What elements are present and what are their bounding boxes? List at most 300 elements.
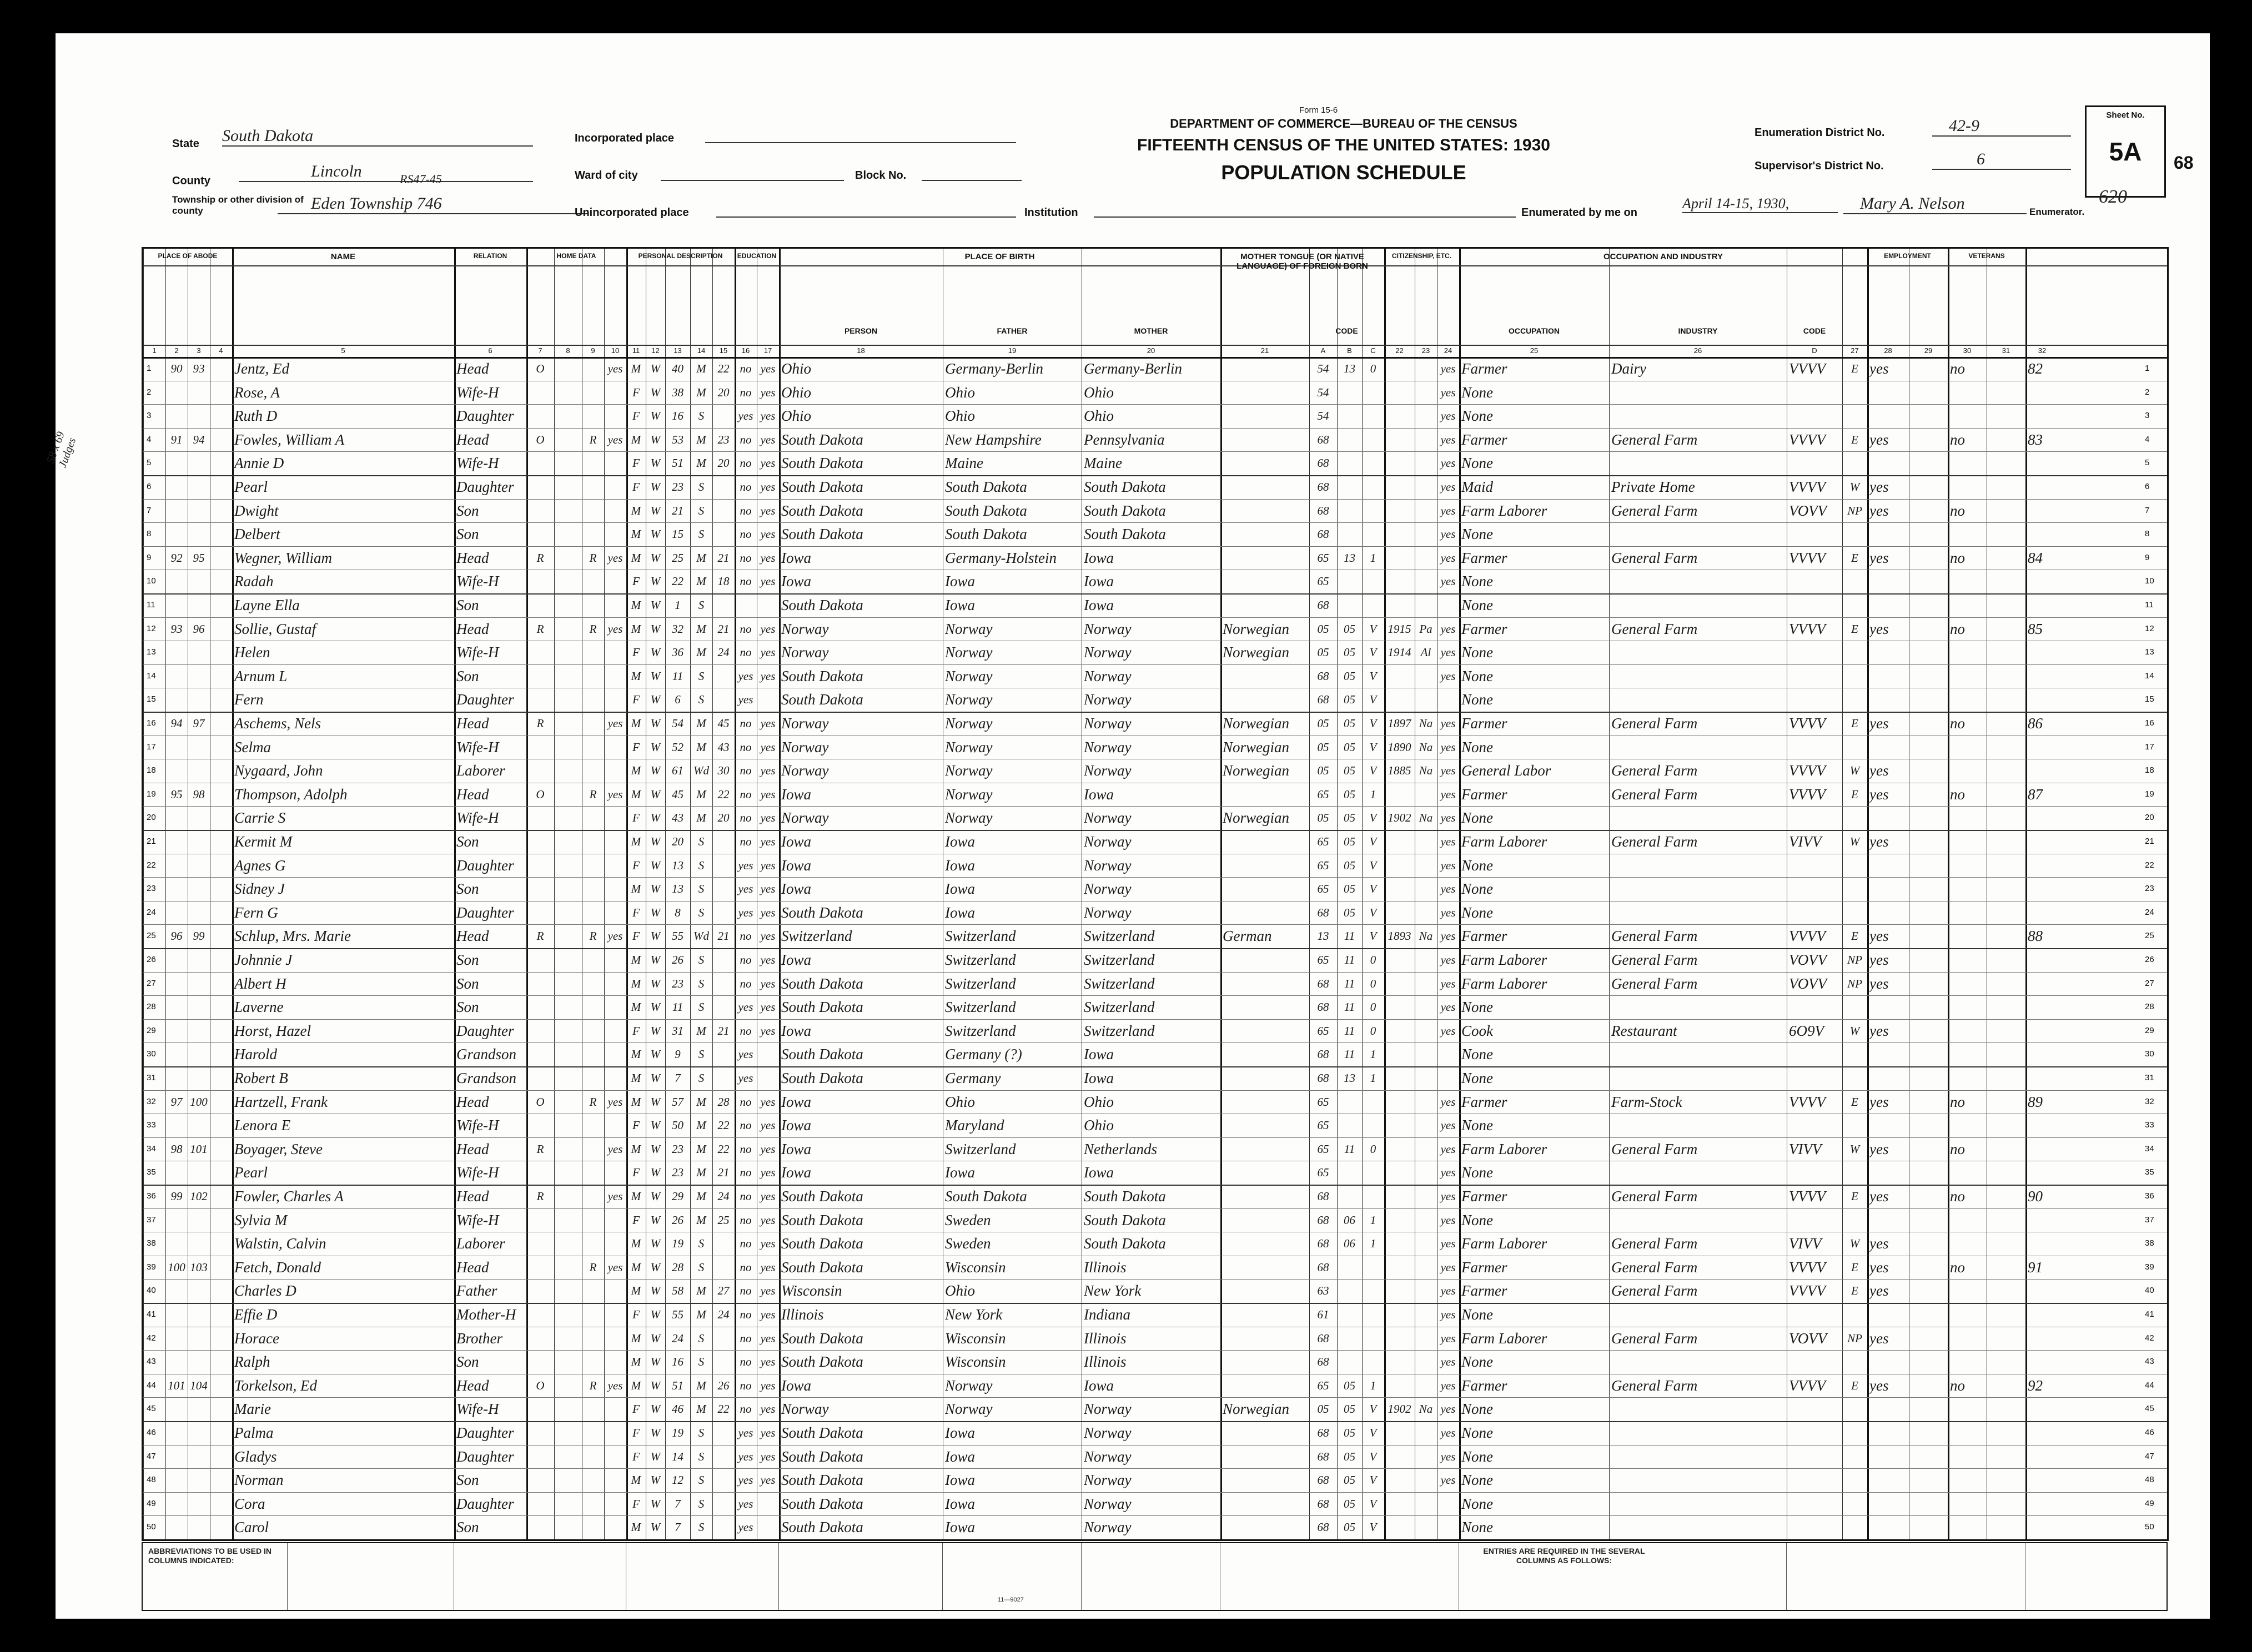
cell-name: Ralph — [234, 1353, 270, 1371]
cell-farm_no — [2028, 1163, 2058, 1182]
cell-tongue — [1223, 1518, 1308, 1537]
cell-ms: S — [698, 527, 705, 541]
cell-fam — [188, 1045, 210, 1064]
cell-agem: 22 — [717, 1119, 730, 1132]
cell-imm — [1384, 1470, 1415, 1489]
cell-radio: R — [589, 551, 597, 565]
cell-own — [526, 998, 554, 1016]
population-grid — [142, 247, 2169, 1541]
cell-mother: Illinois — [1084, 1353, 1127, 1371]
cell-sex: M — [631, 1520, 641, 1534]
cell-ms: S — [698, 503, 705, 517]
cell-line-number-right: 10 — [2145, 576, 2154, 586]
cell-radio — [582, 1447, 604, 1466]
cell-ca: 65 — [1317, 1095, 1329, 1109]
cell-code: VVVV — [1789, 785, 1826, 803]
cell-emp — [1869, 1116, 1908, 1135]
cell-radio — [582, 832, 604, 851]
cell-race: W — [650, 1449, 661, 1463]
cell-race: W — [650, 1378, 661, 1392]
table-row — [143, 1210, 2167, 1231]
cell-own — [526, 903, 554, 922]
cell-dw — [165, 1494, 188, 1513]
cell-vet — [1950, 477, 1985, 496]
cell-own — [526, 1021, 554, 1040]
cell-ind — [1611, 643, 1786, 662]
cell-fam — [188, 1447, 210, 1466]
cell-vet — [1950, 383, 1985, 402]
cell-own — [526, 832, 554, 851]
cell-line-number-right: 1 — [2145, 364, 2150, 373]
cell-sch: no — [740, 456, 752, 470]
cell-agem: 21 — [717, 1166, 730, 1180]
footer-divider — [1081, 1543, 1082, 1610]
cell-code — [1789, 1163, 1841, 1182]
cell-farm — [604, 454, 626, 472]
cell-code: VVVV — [1789, 715, 1826, 732]
cell-agem — [712, 1258, 735, 1277]
cell-line-number-right: 22 — [2145, 860, 2154, 870]
cell-ms: S — [698, 882, 705, 896]
cell-dw: 96 — [170, 929, 183, 943]
cell-own — [526, 596, 554, 615]
cell-line-number-right: 32 — [2145, 1096, 2154, 1106]
cell-line-number-right: 3 — [2145, 411, 2150, 421]
cell-sch: no — [740, 527, 752, 541]
cell-race: W — [650, 1142, 661, 1156]
cell-cw: NP — [1847, 976, 1862, 990]
cell-n: 29 — [147, 1025, 156, 1035]
cell-age: 57 — [672, 1095, 683, 1109]
cell-name: Walstin, Calvin — [234, 1235, 326, 1252]
cell-vet — [1950, 950, 1985, 969]
cell-ind: General Farm — [1611, 620, 1698, 637]
cell-farm_no — [2028, 1470, 2058, 1489]
cell-own: O — [536, 787, 545, 801]
cell-sex: F — [632, 385, 640, 399]
cell-radio — [582, 383, 604, 402]
cell-agem — [712, 974, 735, 993]
cell-fam — [188, 1399, 210, 1418]
cell-tongue — [1223, 1494, 1308, 1513]
cell-ms: S — [698, 1473, 705, 1487]
cell-father: Iowa — [945, 833, 975, 850]
cell-radio — [582, 1423, 604, 1442]
cell-name: Thompson, Adolph — [234, 785, 348, 803]
cell-cw: E — [1851, 1260, 1858, 1274]
cell-dw — [165, 808, 188, 827]
cell-cc: 0 — [1370, 976, 1376, 990]
cell-read: yes — [760, 1190, 776, 1203]
cell-ca: 05 — [1317, 740, 1329, 754]
table-row — [143, 1020, 2167, 1041]
cell-cb — [1337, 454, 1362, 472]
cell-occ: Farmer — [1461, 1282, 1507, 1300]
cell-sex: M — [631, 1095, 641, 1109]
cell-ca: 68 — [1317, 1355, 1329, 1369]
grid-row-line — [143, 1279, 2167, 1280]
cell-imm — [1384, 1494, 1415, 1513]
cell-birth: South Dakota — [781, 904, 863, 921]
cell-imm: 1902 — [1388, 1402, 1411, 1416]
cell-agem — [712, 1494, 735, 1513]
cell-farm_no — [2028, 1045, 2058, 1064]
cell-rel: Laborer — [456, 762, 505, 779]
punch-hole — [27, 694, 48, 715]
cell-birth: Illinois — [781, 1306, 824, 1323]
cell-eng: yes — [1440, 1024, 1456, 1037]
cell-eng: yes — [1440, 1449, 1456, 1463]
cell-rel: Son — [456, 597, 479, 613]
cell-mother: Illinois — [1084, 1258, 1127, 1276]
cell-fam: 101 — [190, 1142, 208, 1156]
cell-vet — [1950, 525, 1985, 543]
table-row — [143, 1257, 2167, 1278]
cell-sch: no — [740, 811, 752, 825]
cell-radio — [582, 879, 604, 898]
cell-mother: New York — [1084, 1282, 1142, 1300]
cell-cc: V — [1369, 717, 1377, 730]
cell-cb: 05 — [1344, 811, 1355, 825]
cell-line-number-right: 16 — [2145, 718, 2154, 728]
cell-eng: yes — [1440, 480, 1456, 493]
cell-father: Germany — [945, 1070, 1001, 1086]
cell-own — [526, 1258, 554, 1277]
cell-ca: 68 — [1317, 1426, 1329, 1439]
cell-ms: M — [696, 1402, 706, 1416]
cell-cw — [1842, 690, 1867, 709]
cell-farm_no: 86 — [2028, 715, 2043, 732]
cell-imm — [1384, 572, 1415, 591]
cell-nat — [1415, 1211, 1437, 1230]
cell-sch: yes — [738, 1497, 753, 1510]
cell-age: 36 — [672, 646, 683, 659]
column-head: FATHER — [997, 326, 1028, 335]
cell-cb: 05 — [1344, 1473, 1355, 1487]
cell-ind — [1611, 454, 1786, 472]
cell-tongue — [1223, 998, 1308, 1016]
cell-n: 40 — [147, 1286, 156, 1296]
cell-cb — [1337, 1163, 1362, 1182]
cell-radio: R — [589, 1260, 597, 1274]
cell-eng — [1437, 1494, 1459, 1513]
cell-ind — [1611, 667, 1786, 686]
table-row — [143, 382, 2167, 403]
cell-imm — [1384, 1258, 1415, 1277]
cell-farm — [604, 903, 626, 922]
cell-own — [526, 1234, 554, 1253]
cell-emp: yes — [1869, 620, 1889, 637]
cell-ind: General Farm — [1611, 1377, 1698, 1394]
cell-vet — [1950, 761, 1985, 780]
cell-radio — [582, 1352, 604, 1371]
cell-imm — [1384, 1376, 1415, 1395]
cell-eng: yes — [1440, 1000, 1456, 1014]
cell-dw — [165, 383, 188, 402]
cell-race: W — [650, 1095, 661, 1109]
cell-birth: South Dakota — [781, 1495, 863, 1512]
cell-rel: Daughter — [456, 857, 514, 874]
cell-farm_no — [2028, 454, 2058, 472]
cell-code — [1789, 808, 1841, 827]
county-value: Lincoln — [239, 162, 533, 182]
cell-occ: Farmer — [1461, 549, 1507, 566]
cell-read: yes — [760, 1000, 776, 1014]
cell-vet — [1950, 738, 1985, 757]
cell-farm — [604, 572, 626, 591]
cell-emp — [1869, 1163, 1908, 1182]
cell-own — [526, 643, 554, 662]
cell-n: 10 — [147, 576, 156, 586]
cell-mother: Norway — [1084, 620, 1132, 637]
cell-emp: yes — [1869, 1093, 1889, 1110]
cell-n: 30 — [147, 1049, 156, 1059]
cell-cc: V — [1369, 835, 1377, 848]
cell-occ: Farmer — [1461, 1188, 1507, 1205]
grid-row-line — [143, 664, 2167, 665]
cell-birth: South Dakota — [781, 1448, 863, 1465]
cell-name: Jentz, Ed — [234, 360, 289, 377]
enumerated-label: Enumerated by me on — [1521, 206, 1637, 219]
cell-name: Fowler, Charles A — [234, 1188, 344, 1205]
cell-cw: NP — [1847, 1331, 1862, 1345]
cell-farm — [604, 1281, 626, 1300]
cell-tongue — [1223, 359, 1308, 378]
cell-n: 12 — [147, 623, 156, 633]
cell-age: 19 — [672, 1426, 683, 1439]
table-row — [143, 1422, 2167, 1443]
cell-rel: Son — [456, 667, 479, 684]
cell-eng: yes — [1440, 1473, 1456, 1487]
cell-n: 2 — [147, 387, 152, 397]
cell-radio — [582, 477, 604, 496]
cell-rel: Wife-H — [456, 1164, 499, 1181]
cell-code — [1789, 596, 1841, 615]
cell-line-number-right: 13 — [2145, 647, 2154, 657]
cell-dw: 98 — [170, 1142, 183, 1156]
cell-father: Switzerland — [945, 1140, 1016, 1157]
cell-fam — [188, 501, 210, 520]
cell-sch: no — [740, 362, 752, 375]
cell-race: W — [650, 976, 661, 990]
cell-age: 45 — [672, 787, 683, 801]
cell-farm_no — [2028, 808, 2058, 827]
cell-sex: F — [632, 575, 640, 588]
cell-race: W — [650, 1331, 661, 1345]
cell-dw — [165, 1423, 188, 1442]
cell-read: yes — [760, 811, 776, 825]
cell-tongue — [1223, 1470, 1308, 1489]
cell-imm — [1384, 832, 1415, 851]
cell-own — [526, 1069, 554, 1087]
cell-tongue — [1223, 572, 1308, 591]
cell-rel: Grandson — [456, 1070, 517, 1086]
cell-farm_no — [2028, 1494, 2058, 1513]
cell-fam — [188, 1163, 210, 1182]
cell-name: Wegner, William — [234, 549, 333, 566]
cell-ind: General Farm — [1611, 431, 1698, 448]
cell-fam: 97 — [193, 717, 205, 730]
cell-ms: M — [696, 1284, 706, 1298]
cell-ca: 68 — [1317, 1260, 1329, 1274]
cell-nat — [1415, 1305, 1437, 1324]
cell-farm_no — [2028, 998, 2058, 1016]
cell-ind — [1611, 1116, 1786, 1135]
cell-n: 33 — [147, 1120, 156, 1130]
cell-nat — [1415, 454, 1437, 472]
cell-sch: no — [740, 787, 752, 801]
cell-line-number-right: 25 — [2145, 931, 2154, 941]
cell-rel: Head — [456, 1377, 489, 1394]
cell-imm — [1384, 548, 1415, 567]
cell-mother: Norway — [1084, 644, 1132, 661]
table-row — [143, 807, 2167, 828]
footer-divider — [778, 1543, 779, 1610]
cell-eng: yes — [1440, 456, 1456, 470]
cell-age: 21 — [672, 503, 683, 517]
cell-imm — [1384, 477, 1415, 496]
cell-occ: None — [1461, 1448, 1493, 1465]
cell-farm: yes — [607, 1190, 623, 1203]
cell-own — [526, 1163, 554, 1182]
cell-mother: Iowa — [1084, 1377, 1114, 1394]
cell-fam — [188, 1518, 210, 1537]
cell-ind: General Farm — [1611, 715, 1698, 732]
cell-code — [1789, 1211, 1841, 1230]
cell-cw — [1842, 406, 1867, 425]
cell-own: O — [536, 432, 545, 446]
cell-sex: M — [631, 1071, 641, 1085]
grid-row-line — [143, 546, 2167, 547]
column-number: 12 — [651, 346, 660, 355]
cell-fam: 99 — [193, 929, 205, 943]
cell-own — [526, 1352, 554, 1371]
cell-cw — [1842, 1163, 1867, 1182]
cell-cb: 05 — [1344, 622, 1355, 636]
cell-ca: 13 — [1317, 929, 1329, 943]
cell-radio — [582, 1140, 604, 1159]
cell-nat — [1415, 1069, 1437, 1087]
cell-imm — [1384, 903, 1415, 922]
cell-eng: yes — [1440, 858, 1456, 872]
cell-vet: no — [1950, 715, 1965, 732]
cell-dw: 92 — [170, 551, 183, 565]
cell-own: O — [536, 362, 545, 375]
cell-eng — [1437, 596, 1459, 615]
cell-eng: yes — [1440, 1190, 1456, 1203]
cell-race: W — [650, 858, 661, 872]
cell-cc: V — [1369, 693, 1377, 707]
cell-nat — [1415, 1518, 1437, 1537]
cell-radio — [582, 1069, 604, 1087]
cell-line-number-right: 44 — [2145, 1380, 2154, 1390]
cell-father: South Dakota — [945, 526, 1027, 543]
cell-occ: Farm Laborer — [1461, 1140, 1547, 1157]
cell-rel: Wife-H — [456, 809, 499, 827]
cell-age: 32 — [672, 622, 683, 636]
cell-sch: no — [740, 1402, 752, 1416]
cell-sex: M — [631, 1284, 641, 1298]
cell-cc — [1362, 1092, 1384, 1111]
cell-mother: Iowa — [1084, 1046, 1114, 1063]
cell-dw — [165, 1234, 188, 1253]
cell-birth: South Dakota — [781, 667, 863, 684]
column-number: 28 — [1884, 346, 1892, 355]
cell-ms: S — [698, 1331, 705, 1345]
cell-cw: W — [1849, 1142, 1860, 1156]
cell-cw: W — [1849, 764, 1860, 778]
cell-mother: Switzerland — [1084, 951, 1155, 968]
cell-cb — [1337, 1187, 1362, 1206]
cell-birth: South Dakota — [781, 1235, 863, 1252]
cell-dw — [165, 1281, 188, 1300]
cell-sex: M — [631, 1047, 641, 1061]
cell-nat: Pa — [1419, 622, 1432, 636]
cell-sex: F — [632, 480, 640, 493]
cell-fam: 93 — [193, 362, 205, 375]
cell-tongue — [1223, 1447, 1308, 1466]
cell-emp — [1869, 572, 1908, 591]
cell-tongue — [1223, 832, 1308, 851]
cell-race: W — [650, 835, 661, 848]
cell-radio — [582, 643, 604, 662]
cell-read: yes — [760, 1308, 776, 1321]
cell-race: W — [650, 432, 661, 446]
cell-fam: 100 — [190, 1095, 208, 1109]
cell-fam — [188, 643, 210, 662]
cell-farm — [604, 832, 626, 851]
cell-imm — [1384, 1234, 1415, 1253]
cell-code: VOVV — [1789, 975, 1827, 992]
cell-sex: F — [632, 409, 640, 423]
cell-father: Norway — [945, 762, 993, 779]
cell-rel: Head — [456, 360, 489, 377]
cell-imm — [1384, 1092, 1415, 1111]
table-row — [143, 1091, 2167, 1112]
cell-sch: no — [740, 764, 752, 778]
cell-n: 1 — [147, 364, 152, 373]
cell-birth: South Dakota — [781, 455, 863, 472]
cell-radio: R — [589, 1378, 597, 1392]
cell-rel: Brother — [456, 1329, 502, 1347]
cell-mother: Norway — [1084, 715, 1132, 732]
cell-farm_no — [2028, 1021, 2058, 1040]
cell-fam — [188, 572, 210, 591]
cell-nat — [1415, 1021, 1437, 1040]
cell-nat: Na — [1419, 929, 1433, 943]
cell-farm_no — [2028, 1211, 2058, 1230]
institution-line — [1094, 216, 1516, 218]
cell-own — [526, 1045, 554, 1064]
cell-code: VIVV — [1789, 1235, 1822, 1252]
cell-farm_no — [2028, 596, 2058, 615]
entries-title: ENTRIES ARE REQUIRED IN THE SEVERAL COLUMNS AS FOLLOWS: — [1483, 1547, 1645, 1565]
cell-line-number-right: 28 — [2145, 1002, 2154, 1012]
cell-cb: 06 — [1344, 1213, 1355, 1227]
cell-sch: no — [740, 1237, 752, 1251]
cell-birth: Iowa — [781, 857, 811, 874]
cell-code — [1789, 643, 1841, 662]
cell-sch: yes — [738, 905, 753, 919]
cell-tongue — [1223, 1423, 1308, 1442]
cell-mother: Norway — [1084, 904, 1132, 921]
cell-race: W — [650, 1497, 661, 1510]
cell-birth: Iowa — [781, 1164, 811, 1181]
cell-read — [757, 1069, 779, 1087]
cell-ca: 65 — [1317, 858, 1329, 872]
cell-father: South Dakota — [945, 502, 1027, 519]
cell-own — [526, 1494, 554, 1513]
